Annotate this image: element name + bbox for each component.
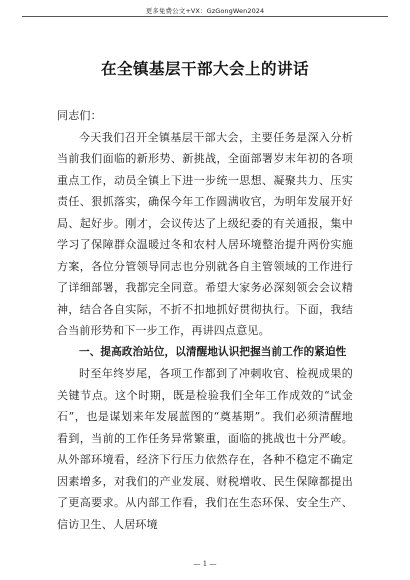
salutation: 同志们： [57, 109, 102, 122]
header-divider [22, 16, 388, 17]
document-body [57, 105, 353, 535]
page-number: — 1 — [193, 560, 217, 568]
section-heading: 一、提高政治站位，以清醒地认识把握当前工作的紧迫性 [79, 345, 347, 358]
section-paragraph: 时至年终岁尾，各项工作都到了冲刺收官、检视成果的关键节点。这个时期，既是检验我们全年工作成效的“试金石”，也是谋划来年发展蓝图的“奠基期”。我们必须清醒地看到，当前的工作任务异常繁重，面临的挑战也十分严峻。从外部环境看，经济下行压力依然存在，各种不稳定不确定因素增多，对我们的产业发展、财税增收、民生保障都提出了更高要求。从内部工作看，我们在生态环保、安全生产、信访卫生、人居环境 [57, 367, 353, 531]
header-note: 更多免费公文+VX：GzGongWen2024 [145, 7, 265, 15]
document-title: 在全镇基层干部大会上的讲话 [100, 60, 309, 78]
intro-paragraph: 今天我们召开全镇基层干部大会，主要任务是深入分析当前我们面临的新形势、新挑战，全面部署岁末年初的各项重点工作，动员全镇上下进一步统一思想、凝聚共力、压实责任、狠抓落实，确保今年工作圆满收官，为明年发展开好局、起好步。刚才，会议传达了上级纪委的有关通报，集中学习了保障群众温暖过冬和农村人居环境整治提升两份实施方案，各位分管领导同志也分别就各自主管领域的工作进行了详细部署，我都完全同意。希望大家务必深刻领会会议精神，结合各自实际，不折不扣地抓好贯彻执行。下面，我结合当前形势和下一步工作，再讲四点意见。 [57, 130, 353, 337]
